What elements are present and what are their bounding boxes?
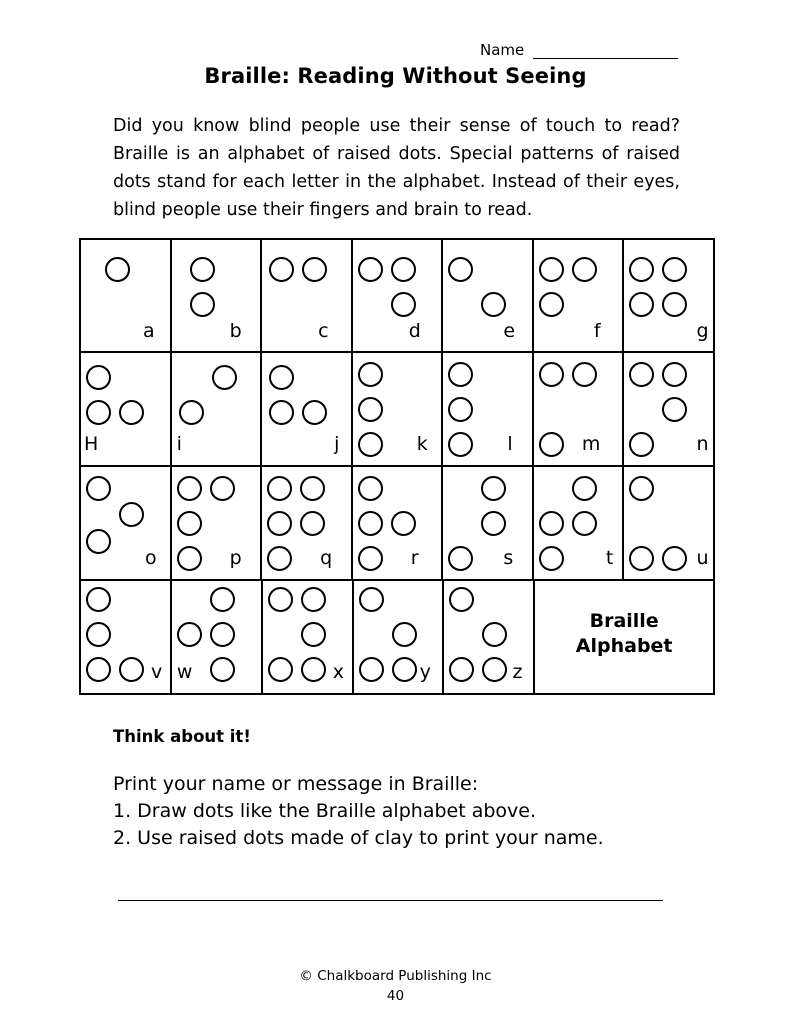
braille-dot (190, 257, 215, 282)
braille-cell-d (353, 240, 444, 351)
braille-letter: x (332, 661, 344, 683)
task-item-2: 2. Use raised dots made of clay to print your name. (113, 827, 604, 849)
braille-letter: l (507, 433, 513, 455)
page-title: Braille: Reading Without Seeing (204, 64, 587, 88)
braille-dot (210, 622, 235, 647)
braille-dot (539, 432, 564, 457)
braille-dot (539, 511, 564, 536)
braille-letter: k (416, 433, 428, 455)
braille-dot (119, 657, 144, 682)
braille-dot (358, 257, 383, 282)
braille-dot (86, 587, 111, 612)
braille-dot (105, 257, 130, 282)
braille-cell-x (263, 581, 354, 693)
braille-dot (301, 622, 326, 647)
page-number: 40 (386, 988, 405, 1004)
braille-letter: d (408, 320, 421, 342)
braille-cell-v (81, 581, 172, 693)
braille-letter: z (512, 661, 523, 683)
braille-dot (449, 657, 474, 682)
braille-dot (177, 511, 202, 536)
braille-dot (359, 587, 384, 612)
braille-dot (190, 292, 215, 317)
braille-dot (449, 587, 474, 612)
braille-letter: i (176, 433, 182, 455)
braille-dot (629, 292, 654, 317)
braille-dot (268, 657, 293, 682)
braille-dot (269, 257, 294, 282)
braille-letter: H (84, 433, 99, 455)
braille-dot (481, 476, 506, 501)
braille-dot (539, 257, 564, 282)
braille-letter: c (318, 320, 329, 342)
braille-dot (86, 476, 111, 501)
braille-cell-t (534, 467, 625, 579)
braille-dot (539, 292, 564, 317)
braille-dot (210, 587, 235, 612)
braille-dot (448, 257, 473, 282)
braille-cell-q (262, 467, 353, 579)
braille-dot (267, 476, 292, 501)
braille-dot (392, 622, 417, 647)
braille-cell-w (172, 581, 263, 693)
braille-dot (392, 657, 417, 682)
braille-dot (662, 362, 687, 387)
braille-dot (629, 432, 654, 457)
braille-letter: p (229, 547, 242, 569)
braille-dot (358, 511, 383, 536)
braille-dot (300, 511, 325, 536)
braille-dot (179, 400, 204, 425)
braille-dot (86, 529, 111, 554)
braille-dot (391, 511, 416, 536)
braille-dot (358, 432, 383, 457)
braille-dot (448, 432, 473, 457)
braille-dot (662, 292, 687, 317)
braille-dot (210, 657, 235, 682)
braille-cell-y (354, 581, 445, 693)
braille-dot (302, 257, 327, 282)
braille-dot (301, 657, 326, 682)
braille-cell-o (81, 467, 172, 579)
braille-letter: e (503, 320, 516, 342)
braille-dot (269, 400, 294, 425)
braille-dot (212, 365, 237, 390)
braille-letter: u (696, 547, 709, 569)
chart-row (81, 240, 713, 353)
braille-dot (300, 476, 325, 501)
braille-dot (86, 365, 111, 390)
braille-letter: y (419, 661, 431, 683)
braille-cell-e (443, 240, 534, 351)
braille-chart-caption (535, 581, 713, 693)
braille-dot (177, 622, 202, 647)
braille-dot (358, 546, 383, 571)
braille-dot (572, 257, 597, 282)
braille-dot (662, 546, 687, 571)
braille-dot (629, 476, 654, 501)
chart-caption-text (535, 609, 713, 659)
braille-dot (448, 397, 473, 422)
braille-dot (482, 657, 507, 682)
braille-dot (629, 546, 654, 571)
braille-dot (539, 362, 564, 387)
braille-dot (86, 400, 111, 425)
braille-letter: s (503, 547, 514, 569)
braille-dot (391, 257, 416, 282)
braille-letter: q (320, 547, 333, 569)
braille-dot (539, 546, 564, 571)
braille-cell-g (624, 240, 713, 351)
braille-letter: v (151, 661, 163, 683)
braille-dot (448, 362, 473, 387)
name-label: Name (480, 41, 525, 59)
braille-cell-p (172, 467, 263, 579)
braille-cell-a (81, 240, 172, 351)
braille-dot (358, 476, 383, 501)
braille-cell-k (353, 353, 444, 465)
answer-line (118, 900, 663, 901)
braille-cell-l (443, 353, 534, 465)
braille-cell-u (624, 467, 713, 579)
braille-dot (86, 657, 111, 682)
braille-dot (301, 587, 326, 612)
braille-dot (662, 397, 687, 422)
braille-letter: m (581, 433, 601, 455)
braille-cell-n (624, 353, 713, 465)
braille-cell-f (534, 240, 625, 351)
chart-row (81, 353, 713, 467)
braille-cell-r (353, 467, 444, 579)
braille-letter: o (145, 547, 157, 569)
braille-alphabet-chart (79, 238, 715, 695)
braille-dot (358, 362, 383, 387)
braille-dot (267, 511, 292, 536)
braille-dot (268, 587, 293, 612)
braille-letter: g (696, 320, 709, 342)
braille-cell-s (443, 467, 534, 579)
name-field-row (480, 41, 678, 59)
braille-dot (572, 362, 597, 387)
braille-dot (391, 292, 416, 317)
chart-row (81, 467, 713, 581)
braille-dot (302, 400, 327, 425)
braille-dot (86, 622, 111, 647)
braille-letter: j (334, 433, 340, 455)
braille-dot (269, 365, 294, 390)
braille-dot (267, 546, 292, 571)
braille-cell-m (534, 353, 625, 465)
braille-cell-b (172, 240, 263, 351)
braille-dot (572, 476, 597, 501)
braille-dot (662, 257, 687, 282)
braille-dot (629, 257, 654, 282)
footer-copyright: © Chalkboard Publishing Inc (299, 968, 492, 984)
braille-dot (629, 362, 654, 387)
chart-caption-line1: Braille (589, 610, 659, 632)
task-list (113, 771, 713, 852)
braille-dot (481, 292, 506, 317)
braille-cell-h (81, 353, 172, 465)
braille-dot (358, 397, 383, 422)
braille-letter: a (143, 320, 155, 342)
chart-caption-line2: Alphabet (575, 635, 673, 657)
task-intro: Print your name or message in Braille: (113, 773, 479, 795)
braille-dot (572, 511, 597, 536)
braille-dot (177, 476, 202, 501)
braille-dot (177, 546, 202, 571)
braille-letter: b (229, 320, 242, 342)
braille-dot (119, 400, 144, 425)
braille-letter: r (410, 547, 419, 569)
think-about-it-heading: Think about it! (113, 727, 251, 746)
braille-cell-z (444, 581, 535, 693)
braille-dot (210, 476, 235, 501)
chart-row (81, 581, 713, 693)
braille-dot (119, 502, 144, 527)
braille-letter: t (605, 547, 614, 569)
braille-dot (359, 657, 384, 682)
braille-cell-j (262, 353, 353, 465)
braille-letter: w (176, 661, 193, 683)
braille-letter: f (593, 320, 601, 342)
braille-cell-i (172, 353, 263, 465)
name-input-line[interactable] (533, 44, 678, 59)
task-item-1: 1. Draw dots like the Braille alphabet above. (113, 800, 537, 822)
intro-paragraph: Did you know blind people use their sense of touch to read? Braille is an alphabet of raised dots. Special patterns of raised dots stand for each letter in the alphabet. Instead of their eyes, blind people use their fingers and brain to read. (113, 116, 680, 220)
braille-dot (482, 622, 507, 647)
braille-letter: n (696, 433, 709, 455)
braille-dot (448, 546, 473, 571)
braille-dot (481, 511, 506, 536)
braille-cell-c (262, 240, 353, 351)
